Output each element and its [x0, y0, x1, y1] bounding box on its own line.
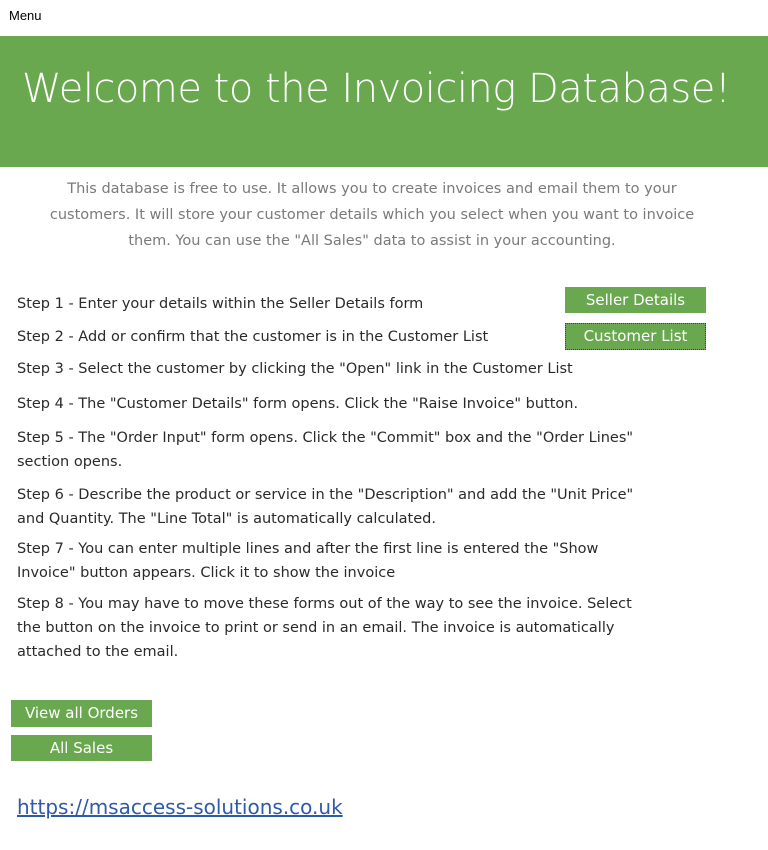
website-link[interactable]: https://msaccess-solutions.co.uk [17, 795, 343, 819]
step-4: Step 4 - The "Customer Details" form opens. Click the "Raise Invoice" button. [17, 396, 579, 412]
step-5: Step 5 - The "Order Input" form opens. Click the "Commit" box and the "Order Lines" section opens. [17, 430, 634, 470]
step-2: Step 2 - Add or confirm that the customer is in the Customer List [17, 329, 489, 345]
intro-text: This database is free to use. It allows you to create invoices and email them to your customers. It will store your customer details which you select when you want to invoice them. You can use the "All Sales" data to assist in your accounting. [49, 181, 695, 249]
seller-details-button[interactable]: Seller Details [565, 287, 706, 313]
all-sales-button[interactable]: All Sales [11, 735, 152, 761]
menu-tab[interactable]: Menu [9, 8, 42, 23]
step-8: Step 8 - You may have to move these forms out of the way to see the invoice. Select the button on the invoice to print or send in an email. The invoice is automatically attached to the email. [17, 596, 632, 660]
customer-list-button[interactable]: Customer List [565, 323, 706, 350]
step-6: Step 6 - Describe the product or service in the "Description" and add the "Unit Price" and Quantity. The "Line Total" is automatically calculated. [17, 487, 634, 527]
step-1: Step 1 - Enter your details within the Seller Details form [17, 296, 424, 312]
step-7: Step 7 - You can enter multiple lines and after the first line is entered the "Show Invoice" button appears. Click it to show the invoice [17, 541, 599, 581]
page-title: Welcome to the Invoicing Database! [22, 66, 731, 112]
step-3: Step 3 - Select the customer by clicking the "Open" link in the Customer List [17, 361, 573, 377]
view-all-orders-button[interactable]: View all Orders [11, 700, 152, 727]
welcome-banner [0, 36, 768, 167]
